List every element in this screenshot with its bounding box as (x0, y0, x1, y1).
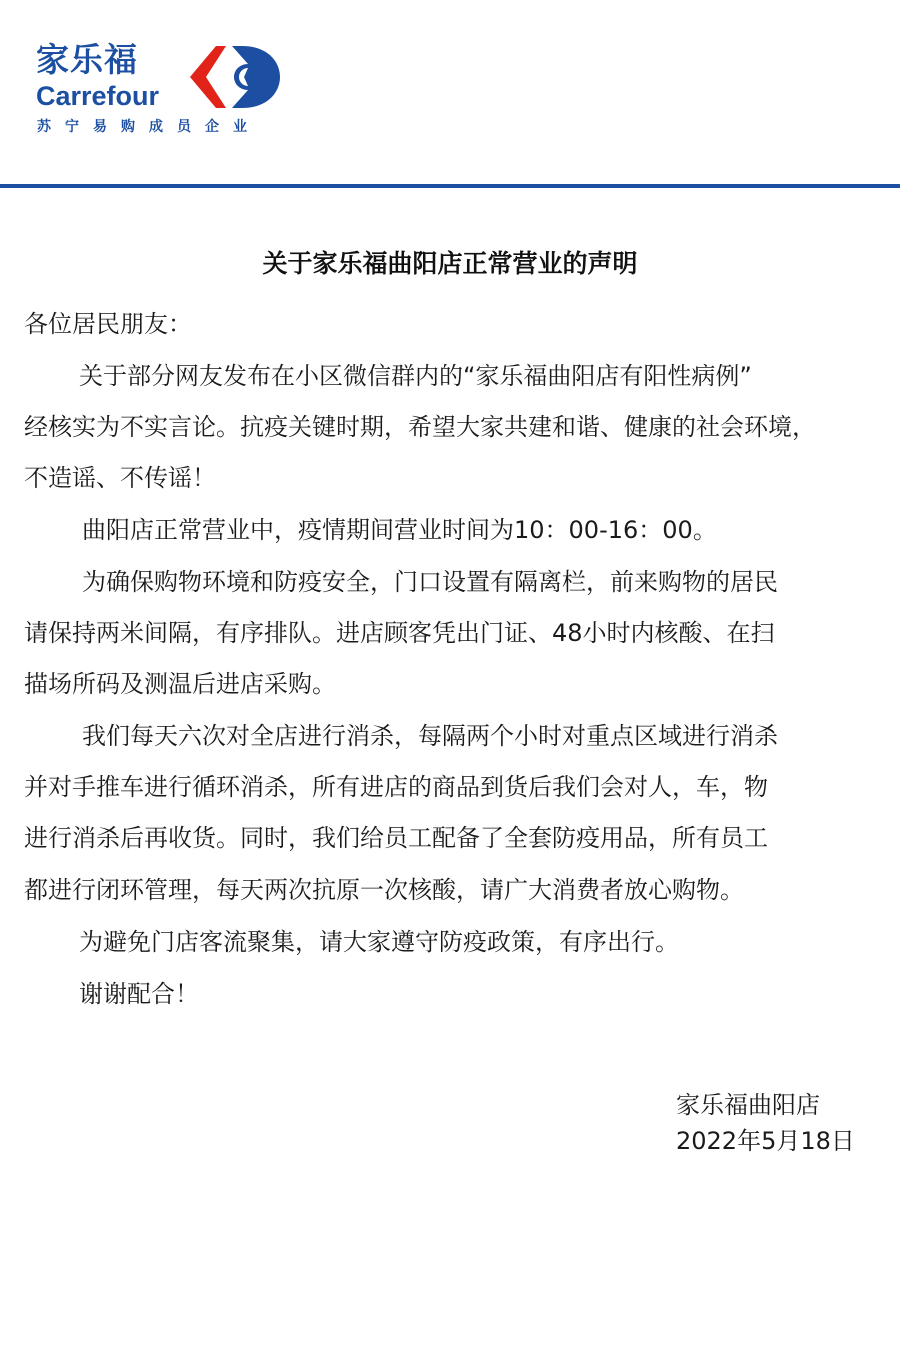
header-divider (0, 184, 900, 188)
brand-name-en: Carrefour (36, 81, 160, 111)
body-line: 不造谣、不传谣！ (24, 464, 216, 492)
body-line: 为确保购物环境和防疫安全，门口设置有隔离栏，前来购物的居民 (82, 568, 778, 596)
letterhead (0, 0, 900, 190)
body-line: 我们每天六次对全店进行消杀，每隔两个小时对重点区域进行消杀 (82, 722, 778, 750)
body-line: 进行消杀后再收货。同时，我们给员工配备了全套防疫用品，所有员工 (24, 824, 768, 852)
body-line: 曲阳店正常营业中，疫情期间营业时间为10：00-16：00。 (82, 516, 717, 544)
greeting: 各位居民朋友： (24, 310, 192, 338)
brand-name-cn: 家乐福 (36, 40, 138, 79)
body-line: 关于部分网友发布在小区微信群内的“家乐福曲阳店有阳性病例” (79, 362, 752, 390)
signature-date: 2022年5月18日 (676, 1127, 855, 1155)
signature-store: 家乐福曲阳店 (676, 1091, 820, 1119)
body-line: 请保持两米间隔，有序排队。进店顾客凭出门证、48小时内核酸、在扫 (24, 619, 775, 647)
body-line: 经核实为不实言论。抗疫关键时期，希望大家共建和谐、健康的社会环境， (24, 413, 816, 441)
body-line: 谢谢配合！ (79, 980, 199, 1008)
carrefour-logo-icon (186, 44, 282, 110)
document-title: 关于家乐福曲阳店正常营业的声明 (262, 249, 638, 278)
body-line: 为避免门店客流聚集，请大家遵守防疫政策，有序出行。 (79, 928, 679, 956)
body-line: 并对手推车进行循环消杀，所有进店的商品到货后我们会对人，车，物 (24, 773, 768, 801)
brand-tagline: 苏宁易购成员企业 (37, 119, 261, 135)
body-line: 描场所码及测温后进店采购。 (24, 670, 336, 698)
body-line: 都进行闭环管理，每天两次抗原一次核酸，请广大消费者放心购物。 (24, 876, 744, 904)
